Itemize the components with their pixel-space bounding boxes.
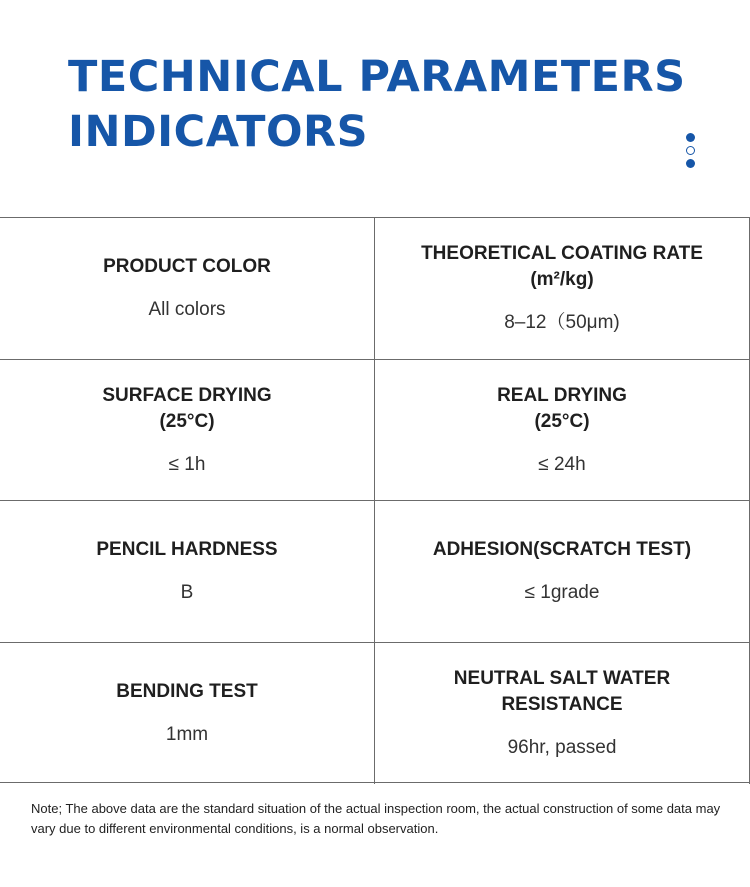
- param-label: NEUTRAL SALT WATER RESISTANCE: [453, 668, 671, 716]
- param-value: B: [180, 582, 194, 604]
- param-label: SURFACE DRYING (25°C): [102, 384, 272, 432]
- title-line-1: TECHNICAL PARAMETERS: [68, 52, 686, 102]
- param-value: ≤ 1grade: [524, 582, 600, 604]
- param-value: 1mm: [165, 724, 209, 746]
- footnote: Note; The above data are the standard situation of the actual inspection room, the actual construction of some data may vary due to different environmental conditions, is a normal observation.: [31, 801, 721, 836]
- dots-decoration-icon: [685, 133, 697, 172]
- title-line-2: INDICATORS: [68, 107, 369, 157]
- param-label: PRODUCT COLOR: [103, 256, 271, 278]
- param-value: ≤ 24h: [538, 453, 586, 475]
- param-value: 96hr, passed: [507, 737, 617, 759]
- param-cell-salt-water: [375, 643, 750, 785]
- param-label: REAL DRYING (25°C): [497, 384, 627, 432]
- dot-icon: [686, 159, 695, 168]
- param-label: THEORETICAL COATING RATE (m²/kg): [421, 243, 703, 291]
- param-label: PENCIL HARDNESS: [96, 539, 278, 561]
- param-label: ADHESION(SCRATCH TEST): [432, 539, 692, 561]
- param-cell-adhesion: [375, 501, 750, 643]
- page-title: [68, 50, 708, 160]
- param-label: BENDING TEST: [116, 681, 258, 703]
- dot-icon: [686, 133, 695, 142]
- param-cell-surface-drying: [0, 360, 375, 502]
- hollow-dot-icon: [686, 146, 695, 155]
- parameters-table: [0, 217, 750, 783]
- param-cell-coating-rate: [375, 218, 750, 360]
- param-value: All colors: [148, 299, 226, 321]
- param-cell-pencil-hardness: [0, 501, 375, 643]
- param-cell-product-color: [0, 218, 375, 360]
- param-cell-real-drying: [375, 360, 750, 502]
- param-cell-bending-test: [0, 643, 375, 785]
- param-value: ≤ 1h: [168, 453, 206, 475]
- param-value: 8–12（50μm): [504, 312, 620, 334]
